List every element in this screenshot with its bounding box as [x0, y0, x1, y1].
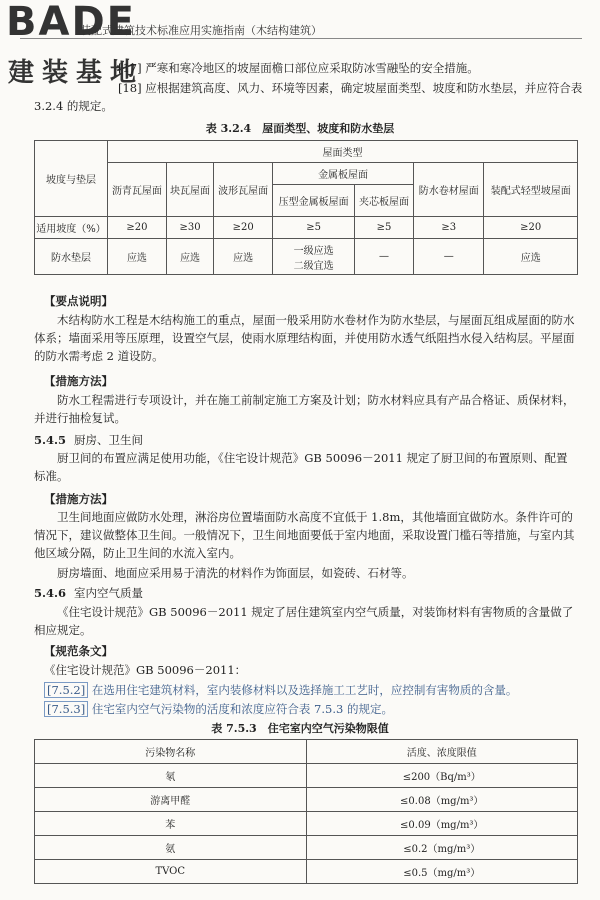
- roof-table: [34, 140, 578, 275]
- table2-header: 活度、浓度限值: [306, 740, 578, 764]
- table2-cell: ≤0.5（mg/m³）: [306, 860, 578, 884]
- table1-col: 波形瓦屋面: [214, 163, 273, 217]
- table2-cell: 氨: [35, 836, 307, 860]
- s4-text: 卫生间地面应做防水处理，淋浴房位置墙面防水高度不宜低于 1.8m，其他墙面宜做防水。条件许可的情况下，建议做整体卫生间。一般情况下，卫生间地面要低于室内地面，采取设置门槛石等措施，与室内其他区域分隔，防止卫生间的水流入室内。: [34, 510, 575, 560]
- s6-clause1: [44, 681, 584, 699]
- s3-title: 厨房、卫生间: [74, 433, 144, 447]
- clause-text: 住宅室内空气污染物的活度和浓度应符合表 7.5.3 的规定。: [91, 702, 393, 716]
- s6-title: 【规范条文】: [44, 644, 113, 658]
- table1-cell: —: [355, 239, 414, 275]
- s2-title: 【措施方法】: [44, 374, 113, 388]
- table-row: [35, 836, 578, 860]
- intro-item17: [17] 严寒和寒冷地区的坡屋面檐口部位应采取防冰雪融坠的安全措施。: [118, 61, 479, 75]
- table-row: [35, 860, 578, 884]
- s4-text2: 厨房墙面、地面应采用易于清洗的材料作为饰面层，如瓷砖、石材等。: [57, 566, 414, 580]
- table1-cell: ≥20: [484, 217, 578, 239]
- running-title: 装配式建筑技术标准应用实施指南（木结构建筑）: [80, 24, 322, 37]
- table1-cell: ≥3: [414, 217, 484, 239]
- s5-title: 室内空气质量: [74, 586, 144, 600]
- table2-cell: TVOC: [35, 860, 307, 884]
- table1-cell: 应选: [214, 239, 273, 275]
- s1-title: 【要点说明】: [44, 294, 113, 308]
- table1-cell: ≥30: [166, 217, 213, 239]
- table1-cell: ≥5: [355, 217, 414, 239]
- table1-col: 防水卷材屋面: [414, 163, 484, 217]
- intro-item18-end: 3.2.4 的规定。: [34, 99, 113, 113]
- clause-text: 在选用住宅建筑材料，室内装修材料以及选择施工工艺时，应控制有害物质的含量。: [91, 683, 518, 697]
- table1-metal-group: 金属板屋面: [273, 163, 414, 185]
- table2-cell: ≤0.2（mg/m³）: [306, 836, 578, 860]
- clause-number: [7.5.3]: [44, 701, 88, 717]
- table2-cell: ≤200（Bq/m³）: [306, 764, 578, 788]
- table2-header: 污染物名称: [35, 740, 307, 764]
- table1-cell: 应选: [166, 239, 213, 275]
- header-rule: [20, 38, 582, 39]
- table1-cell: 应选: [484, 239, 578, 275]
- table1-row2-label: 防水垫层: [35, 239, 108, 275]
- table1-group: 屋面类型: [108, 141, 578, 163]
- s3-num: 5.4.5: [34, 433, 67, 447]
- s4-title: 【措施方法】: [44, 492, 113, 506]
- table1-row1-label: 适用坡度（%）: [35, 217, 108, 239]
- table-row: [35, 788, 578, 812]
- table2-cell: ≤0.08（mg/m³）: [306, 788, 578, 812]
- s6-ref: 《住宅设计规范》GB 50096－2011：: [44, 663, 247, 677]
- table1-cell: —: [414, 239, 484, 275]
- logo-cn: 建装基地: [8, 58, 145, 88]
- s5-text: 《住宅设计规范》GB 50096－2011 规定了居住建筑室内空气质量，对装饰材料有害物质的含量做了相应规定。: [34, 605, 574, 637]
- table-row: [35, 812, 578, 836]
- s1-text: 木结构防水工程是木结构施工的重点，屋面一般采用防水卷材作为防水垫层，与屋面瓦组成屋面的防水体系；墙面采用等压原理，设置空气层，使雨水原理结构面，并使用防水透气纸阻挡水侵入结构层。平屋面的防水需考虑 2 道设防。: [34, 313, 575, 363]
- table2-caption: 表 7.5.3 住宅室内空气污染物限值: [211, 722, 389, 735]
- s3-text: 厨卫间的布置应满足使用功能，《住宅设计规范》GB 50096－2011 规定了厨卫间的布置原则、配置标准。: [34, 451, 568, 483]
- table1-cell: 应选: [108, 239, 167, 275]
- table1-col: 沥青瓦屋面: [108, 163, 167, 217]
- intro-item18: [18] 应根据建筑高度、风力、环境等因素，确定坡屋面类型、坡度和防水垫层，并应符合表: [118, 81, 583, 95]
- table2-cell: 苯: [35, 812, 307, 836]
- pollutant-table: [34, 739, 578, 884]
- table1-corner: 坡度与垫层: [35, 141, 108, 217]
- s6-clause2: [44, 700, 584, 718]
- s5-heading: [34, 584, 143, 602]
- table1-col: 夹芯板屋面: [355, 185, 414, 217]
- table1-caption: 表 3.2.4 屋面类型、坡度和防水垫层: [205, 122, 395, 135]
- table-row: [35, 764, 578, 788]
- table1-col: 压型金属板屋面: [273, 185, 355, 217]
- table1-cell: 一级应选 二级宜选: [273, 239, 355, 275]
- clause-number: [7.5.2]: [44, 682, 88, 698]
- table1-col: 装配式轻型坡屋面: [484, 163, 578, 217]
- table2-cell: 游离甲醛: [35, 788, 307, 812]
- table1-col: 块瓦屋面: [166, 163, 213, 217]
- table1-cell: ≥20: [108, 217, 167, 239]
- s3-heading: [34, 431, 143, 449]
- logo: BADE: [6, 0, 136, 45]
- s2-text: 防水工程需进行专项设计，并在施工前制定施工方案及计划；防水材料应具有产品合格证、质保材料，并进行抽检复试。: [34, 393, 575, 425]
- table1-cell: ≥20: [214, 217, 273, 239]
- s5-num: 5.4.6: [34, 586, 67, 600]
- table2-cell: 氡: [35, 764, 307, 788]
- table1-cell: ≥5: [273, 217, 355, 239]
- table2-cell: ≤0.09（mg/m³）: [306, 812, 578, 836]
